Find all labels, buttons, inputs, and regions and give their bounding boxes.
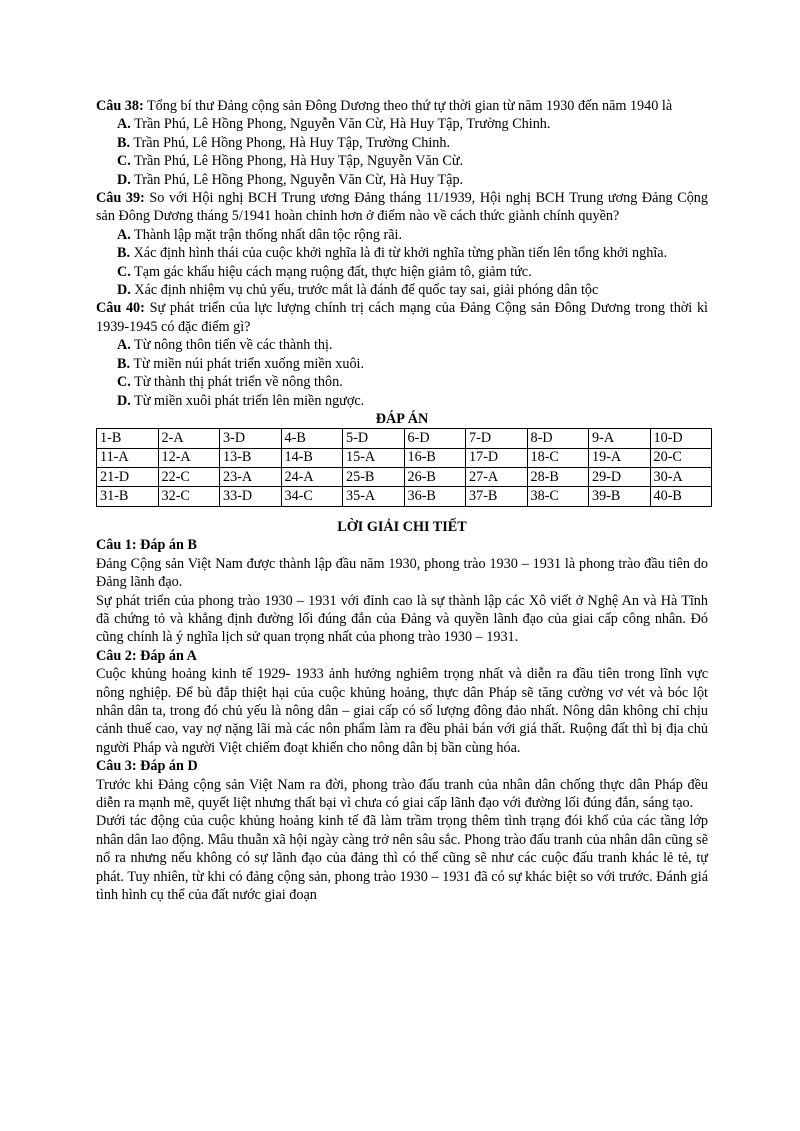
solution-3 — [96, 757, 708, 904]
solution-paragraph: Cuộc khủng hoảng kinh tế 1929- 1933 ảnh hưởng nghiêm trọng nhất và diễn ra đầu tiên trong lĩnh vực nông nghiệp. Để bù đắp thiệt hại của cuộc khủng hoảng, thực dân Pháp sẽ tăng cường vơ vét và bóc lột nhân dân ta, trong đó chủ yếu là nông dân – giai cấp có số lượng đông đảo nhất. Nông dân không chỉ chịu cảnh thuế cao, vay nợ nặng lãi mà các nôn phẩm làm ra đều phải bán với giá thất. Ruộng đất thì bị địa chủ người Pháp và người Việt chiếm đoạt khiến cho nông dân bị bần cùng hóa. — [96, 666, 708, 756]
option-text: Từ miền núi phát triển xuống miền xuôi. — [133, 355, 365, 372]
answer-cell: 29-D — [589, 468, 651, 487]
answer-cell: 39-B — [589, 487, 651, 506]
solution-2 — [96, 647, 708, 757]
answer-row — [97, 468, 712, 487]
answer-row — [97, 429, 712, 448]
answer-cell: 28-B — [527, 468, 589, 487]
solution-heading: Câu 2: Đáp án A — [96, 647, 197, 664]
option — [96, 355, 708, 373]
answer-row — [97, 487, 712, 506]
question-39 — [96, 189, 708, 226]
answer-cell: 11-A — [97, 448, 159, 467]
answer-cell: 37-B — [466, 487, 528, 506]
question-text: Sự phát triển của lực lượng chính trị cách mạng của Đảng Cộng sản Đông Dương trong thời kì 1939-1945 có đặc điểm gì? — [96, 300, 708, 335]
option-key: B. — [117, 355, 131, 372]
option-text: Từ miền xuôi phát triển lên miền ngược. — [134, 392, 365, 409]
solution-heading: Câu 1: Đáp án B — [96, 537, 197, 554]
answer-cell: 16-B — [404, 448, 466, 467]
option-key: C. — [117, 153, 131, 170]
answer-cell: 17-D — [466, 448, 528, 467]
option-text: Tạm gác khẩu hiệu cách mạng ruộng đất, thực hiện giảm tô, giảm tức. — [134, 263, 532, 280]
option-text: Trần Phú, Lê Hồng Phong, Hà Huy Tập, Trường Chinh. — [133, 134, 451, 151]
answer-key-table — [96, 428, 712, 507]
answer-cell: 5-D — [343, 429, 405, 448]
option-key: D. — [117, 392, 131, 409]
option — [96, 115, 708, 133]
answer-key-title: ĐÁP ÁN — [375, 410, 429, 427]
solution-1 — [96, 536, 708, 646]
answer-cell: 27-A — [466, 468, 528, 487]
question-label: Câu 38: — [96, 98, 144, 114]
option-text: Trần Phú, Lê Hồng Phong, Hà Huy Tập, Nguyễn Văn Cừ. — [134, 153, 464, 170]
option-key: D. — [117, 282, 131, 299]
option-key: B. — [117, 245, 131, 262]
answer-cell: 32-C — [158, 487, 220, 506]
option-key: A. — [117, 226, 131, 243]
answer-cell: 3-D — [220, 429, 282, 448]
detail-title: LỜI GIẢI CHI TIẾT — [337, 518, 467, 535]
answer-cell: 33-D — [220, 487, 282, 506]
answer-cell: 19-A — [589, 448, 651, 467]
answer-cell: 9-A — [589, 429, 651, 448]
option-key: D. — [117, 171, 131, 188]
option — [96, 244, 708, 262]
option-key: C. — [117, 263, 131, 280]
answer-cell: 2-A — [158, 429, 220, 448]
option-text: Xác định hình thái của cuộc khởi nghĩa là đi từ khởi nghĩa từng phần tiến lên tổng khởi nghĩa. — [133, 245, 668, 262]
answer-cell: 35-A — [343, 487, 405, 506]
option — [96, 392, 708, 410]
question-label: Câu 40: — [96, 300, 145, 317]
option — [96, 152, 708, 170]
answer-cell: 18-C — [527, 448, 589, 467]
solution-heading: Câu 3: Đáp án D — [96, 758, 198, 775]
solution-paragraph: Trước khi Đảng cộng sản Việt Nam ra đời, phong trào đấu tranh của nhân dân chống thực dân Pháp đều diễn ra mạnh mẽ, quyết liệt nhưng thất bại vì chưa có giai cấp lãnh đạo với đường lối đúng đắn, sáng tạo. — [96, 776, 708, 811]
option-text: Xác định nhiệm vụ chủ yếu, trước mắt là đánh đế quốc tay sai, giải phóng dân tộc — [134, 282, 599, 299]
answer-cell: 10-D — [650, 429, 712, 448]
answer-cell: 12-A — [158, 448, 220, 467]
question-text: So với Hội nghị BCH Trung ương Đảng tháng 11/1939, Hội nghị BCH Trung ương Đảng Cộng sản Đông Dương tháng 5/1941 hoàn chỉnh hơn ở điểm nào về cách thức giành chính quyền? — [96, 190, 708, 225]
option-text: Từ nông thôn tiến về các thành thị. — [134, 337, 333, 354]
solution-paragraph: Sự phát triển của phong trào 1930 – 1931 với đỉnh cao là sự thành lập các Xô viết ở Nghệ An và Hà Tĩnh đã chứng tỏ và khẳng định đường lối đúng đắn của Đảng và quyền lãnh đạo của giai cấp công nhân. Đó cũng chính là ý nghĩa lịch sử quan trọng nhất của phong trào 1930 – 1931. — [96, 592, 708, 646]
solution-paragraph: Dưới tác động của cuộc khủng hoảng kinh tế đã làm trầm trọng thêm tình trạng đói khổ của các tầng lớp nhân dân lao động. Mâu thuẫn xã hội ngày càng trở nên sâu sắc. Phong trào đấu tranh của nhân dân cũng sẽ nổ ra nhưng nếu không có sự lãnh đạo của đảng thì có thể cũng sẽ như các cuộc đấu tranh khác lẻ tẻ, tự phát. Tuy nhiên, từ khi có đảng cộng sản, phong trào 1930 – 1931 đã có sự khác biệt so với trước. Đánh giá tình hình cụ thể của đất nước giai đoạn — [96, 813, 708, 903]
answer-cell: 14-B — [281, 448, 343, 467]
answer-cell: 7-D — [466, 429, 528, 448]
option — [96, 226, 708, 244]
answer-cell: 15-A — [343, 448, 405, 467]
option — [96, 263, 708, 281]
option-key: B. — [117, 134, 131, 151]
answer-cell: 20-C — [650, 448, 712, 467]
solution-paragraph: Đảng Cộng sản Việt Nam được thành lập đầu năm 1930, phong trào 1930 – 1931 là phong trào đầu tiên do Đảng lãnh đạo. — [96, 555, 708, 591]
answer-cell: 30-A — [650, 468, 712, 487]
question-40 — [96, 299, 708, 336]
answer-cell: 36-B — [404, 487, 466, 506]
answer-cell: 23-A — [220, 468, 282, 487]
answer-cell: 6-D — [404, 429, 466, 448]
answer-cell: 8-D — [527, 429, 589, 448]
answer-cell: 1-B — [97, 429, 159, 448]
answer-cell: 24-A — [281, 468, 343, 487]
document-page — [96, 97, 708, 904]
option-key: A. — [117, 116, 131, 133]
option-key: C. — [117, 374, 131, 391]
question-label: Câu 39: — [96, 190, 145, 207]
option-text: Trần Phú, Lê Hồng Phong, Nguyễn Văn Cừ, Hà Huy Tập. — [134, 171, 464, 188]
option — [96, 336, 708, 354]
question-text: Tổng bí thư Đảng cộng sản Đông Dương theo thứ tự thời gian từ năm 1930 đến năm 1940 là — [147, 98, 673, 114]
question-38 — [96, 97, 708, 115]
option-key: A. — [117, 337, 131, 354]
answer-cell: 13-B — [220, 448, 282, 467]
option — [96, 171, 708, 189]
option-text: Thành lập mặt trận thống nhất dân tộc rộng rãi. — [134, 226, 403, 243]
option — [96, 281, 708, 299]
answer-cell: 25-B — [343, 468, 405, 487]
answer-cell: 34-C — [281, 487, 343, 506]
answer-cell: 22-C — [158, 468, 220, 487]
answer-cell: 31-B — [97, 487, 159, 506]
answer-row — [97, 448, 712, 467]
option-text: Trần Phú, Lê Hồng Phong, Nguyễn Văn Cừ, Hà Huy Tập, Trường Chinh. — [134, 116, 551, 133]
option — [96, 134, 708, 152]
option — [96, 373, 708, 391]
answer-cell: 21-D — [97, 468, 159, 487]
answer-cell: 4-B — [281, 429, 343, 448]
option-text: Từ thành thị phát triển về nông thôn. — [134, 374, 343, 391]
answer-cell: 26-B — [404, 468, 466, 487]
answer-cell: 40-B — [650, 487, 712, 506]
answer-cell: 38-C — [527, 487, 589, 506]
